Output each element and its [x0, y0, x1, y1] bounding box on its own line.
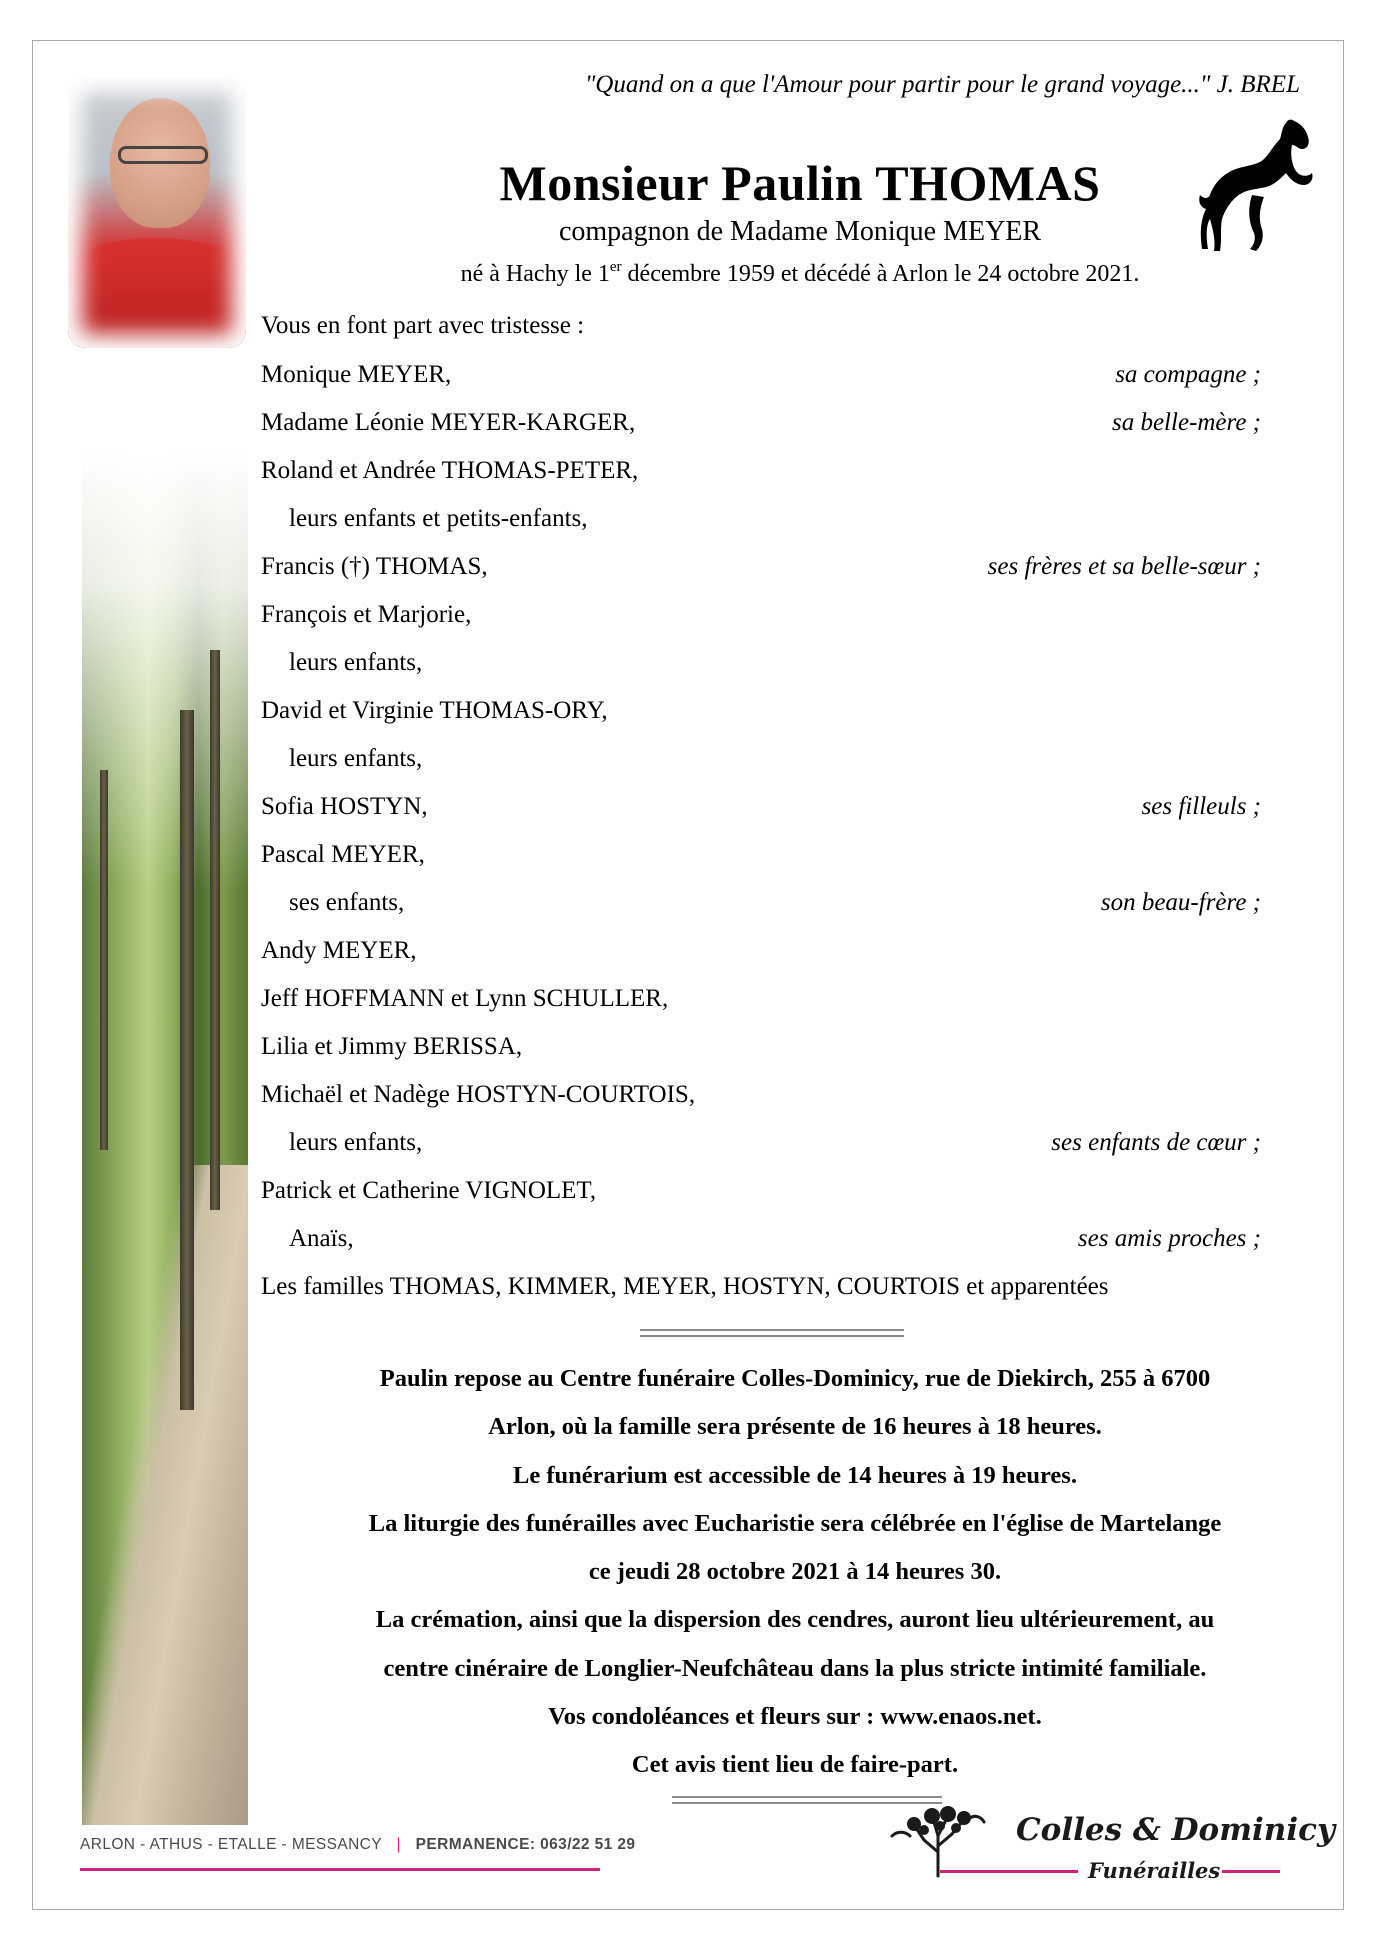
list-item [261, 355, 1261, 403]
tree-trunk [180, 710, 194, 1410]
details-line: La liturgie des funérailles avec Eucharistie sera célébrée en l'église de Martelange [368, 1509, 1222, 1537]
details-line: La crémation, ainsi que la dispersion des cendres, auront lieu ultérieurement, au [375, 1606, 1215, 1634]
list-item [261, 883, 1261, 931]
family-relation: ses amis proches ; [1077, 1225, 1261, 1252]
family-name: Les familles THOMAS, KIMMER, MEYER, HOSTYN, COURTOIS et apparentées [261, 1273, 1109, 1300]
details-line: Vos condoléances et fleurs sur : www.enaos.net. [548, 1703, 1042, 1731]
list-item [261, 1123, 1261, 1171]
family-list [261, 355, 1261, 1315]
list-item [261, 643, 1261, 691]
list-item [261, 979, 1261, 1027]
list-item [261, 787, 1261, 835]
family-name: Andy MEYER, [261, 937, 417, 964]
details-line: centre cinéraire de Longlier-Neufchâteau dans la plus stricte intimité familiale. [383, 1654, 1207, 1682]
list-item [261, 1027, 1261, 1075]
family-name: leurs enfants, [289, 745, 423, 772]
family-relation: ses enfants de cœur ; [1051, 1129, 1261, 1156]
family-relation: ses filleuls ; [1141, 793, 1261, 820]
family-name: Monique MEYER, [261, 361, 452, 388]
tree-trunk [210, 650, 220, 1210]
funeral-details [295, 1355, 1295, 1790]
family-name: leurs enfants, [289, 649, 423, 676]
family-name: Sofia HOSTYN, [261, 793, 428, 820]
family-name: David et Virginie THOMAS-ORY, [261, 697, 608, 724]
ordinal-suffix: er [609, 259, 622, 275]
family-relation: sa belle-mère ; [1111, 409, 1261, 436]
family-name: François et Marjorie, [261, 601, 472, 628]
list-item [261, 499, 1261, 547]
family-name: Lilia et Jimmy BERISSA, [261, 1033, 523, 1060]
epigraph-quote: "Quand on a que l'Amour pour partir pour le grand voyage..." J. BREL [584, 71, 1300, 98]
deceased-name-title: Monsieur Paulin THOMAS [499, 155, 1101, 211]
details-line: Paulin repose au Centre funéraire Colles-Dominicy, rue de Diekirch, 255 à 6700 [379, 1365, 1211, 1392]
list-item [261, 931, 1261, 979]
family-relation: sa compagne ; [1115, 361, 1261, 388]
death-text: décembre 1959 et décédé à Arlon le 24 octobre 2021. [621, 261, 1140, 287]
family-name: Francis (†) THOMAS, [261, 553, 488, 580]
family-name: Patrick et Catherine VIGNOLET, [261, 1177, 597, 1204]
logo-accent-line-right [1222, 1870, 1280, 1873]
list-item [261, 595, 1261, 643]
list-item [261, 451, 1261, 499]
list-item [261, 1267, 1261, 1315]
forest-path-image [82, 450, 248, 1825]
footer-phone: : 063/22 51 29 [529, 1836, 636, 1853]
list-item [261, 739, 1261, 787]
announcement-intro: Vous en font part avec tristesse : [261, 312, 585, 339]
footer-permanence-label: PERMANENCE [415, 1836, 530, 1853]
footer-contact [80, 1836, 635, 1854]
details-line: Arlon, où la famille sera présente de 16 heures à 18 heures. [488, 1413, 1102, 1441]
list-item [261, 691, 1261, 739]
family-name: Michaël et Nadège HOSTYN-COURTOIS, [261, 1081, 696, 1108]
list-item [261, 547, 1261, 595]
footer-separator: | [396, 1836, 401, 1853]
details-line: ce jeudi 28 octobre 2021 à 14 heures 30. [588, 1558, 1002, 1586]
family-name: Anaïs, [289, 1225, 354, 1252]
footer-locations: ARLON - ATHUS - ETALLE - MESSANCY [80, 1836, 382, 1853]
family-name: Pascal MEYER, [261, 841, 425, 868]
family-name: leurs enfants et petits-enfants, [289, 505, 588, 532]
family-name: ses enfants, [289, 889, 405, 916]
footer-accent-line [80, 1868, 600, 1871]
list-item [261, 1219, 1261, 1267]
details-line: Le funérarium est accessible de 14 heures à 19 heures. [513, 1461, 1077, 1489]
family-name: leurs enfants, [289, 1129, 423, 1156]
logo-brand-subtitle: Funérailles [1088, 1858, 1221, 1883]
family-relation: ses frères et sa belle-sœur ; [987, 553, 1261, 580]
birth-death-line [300, 252, 1300, 289]
family-relation: son beau-frère ; [1100, 889, 1261, 916]
companion-subtitle: compagnon de Madame Monique MEYER [558, 216, 1042, 247]
tree-trunk [100, 770, 108, 1150]
list-item [261, 1171, 1261, 1219]
family-name: Jeff HOFFMANN et Lynn SCHULLER, [261, 985, 669, 1012]
details-line: Cet avis tient lieu de faire-part. [631, 1751, 959, 1779]
list-item [261, 403, 1261, 451]
family-name: Madame Léonie MEYER-KARGER, [261, 409, 636, 436]
logo-brand-name: Colles & Dominicy [1016, 1812, 1335, 1848]
portrait-photo [68, 78, 246, 348]
tree-logo-icon [888, 1796, 988, 1878]
birth-text: né à Hachy le 1 [460, 261, 610, 287]
family-name: Roland et Andrée THOMAS-PETER, [261, 457, 639, 484]
list-item [261, 835, 1261, 883]
portrait-vignette [68, 78, 246, 348]
separator-rule-top [640, 1329, 904, 1337]
list-item [261, 1075, 1261, 1123]
